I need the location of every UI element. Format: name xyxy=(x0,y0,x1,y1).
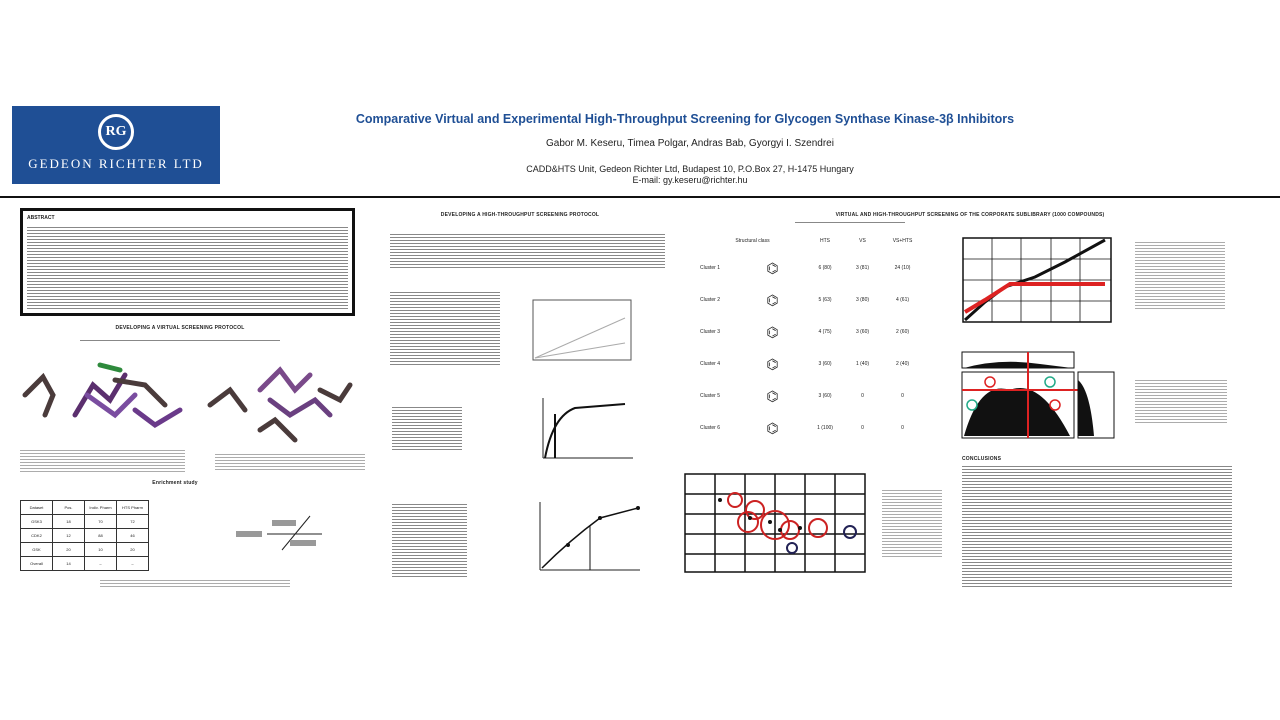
cluster-row xyxy=(700,412,940,444)
cluster-row xyxy=(700,252,940,284)
hts-text-block-3 xyxy=(392,502,467,577)
poster-title: Comparative Virtual and Experimental High-Throughput Screening for Glycogen Synthase Kinase-3β Inhibitors xyxy=(355,112,1015,126)
cluster-cell: 0 xyxy=(861,393,864,399)
section-heading-corporate: VIRTUAL AND HIGH-THROUGHPUT SCREENING OF THE CORPORATE SUBLIBRARY (1000 COMPOUNDS) xyxy=(835,212,1105,218)
molecule-structure-icon: ⌬ xyxy=(766,387,779,404)
table-cell: 70 xyxy=(85,515,117,529)
email-line: E-mail: gy.keseru@richter.hu xyxy=(632,175,748,185)
table-cell: CDK2 xyxy=(21,529,53,543)
cluster-row xyxy=(700,348,940,380)
hts-plot-3 xyxy=(530,500,645,582)
molecule-structure-icon: ⌬ xyxy=(766,323,779,340)
hts-intro-text xyxy=(390,232,665,270)
cluster-cell: 4 (61) xyxy=(895,297,910,303)
logo-text: GEDEON RICHTER LTD xyxy=(28,156,204,171)
cluster-header-row xyxy=(700,238,940,252)
cluster-cell: 3 (60) xyxy=(855,329,870,335)
abstract-text xyxy=(27,225,348,309)
table-cell: 20 xyxy=(117,543,149,557)
cluster-label: Cluster 3 xyxy=(700,329,721,335)
docking-caption-left xyxy=(20,448,185,474)
docking-caption-right xyxy=(215,452,365,470)
enrichment-caption xyxy=(100,578,290,588)
hts-text-block-1 xyxy=(390,290,500,365)
cluster-cell: 4 (75) xyxy=(818,329,832,335)
cluster-cell: 2 (60) xyxy=(895,329,910,335)
column-header: Dataset xyxy=(21,501,53,515)
cluster-row xyxy=(700,316,940,348)
table-cell: GSK xyxy=(21,543,53,557)
cluster-cell: 24 (10) xyxy=(894,265,911,271)
column-header: Structural class xyxy=(735,238,770,244)
section-subtitle xyxy=(80,338,280,342)
cluster-label: Cluster 4 xyxy=(700,361,721,367)
corporate-subtitle xyxy=(795,220,905,224)
cluster-label: Cluster 6 xyxy=(700,425,721,431)
enrichment-table xyxy=(20,500,149,571)
cluster-cell: 3 (80) xyxy=(855,297,870,303)
cluster-label: Cluster 1 xyxy=(700,265,721,271)
table-cell: 46 xyxy=(117,529,149,543)
table-cell: 88 xyxy=(85,529,117,543)
poster-authors: Gabor M. Keseru, Timea Polgar, Andras Bab, Gyorgyi I. Szendrei xyxy=(546,138,834,149)
section-heading-conclusions: CONCLUSIONS xyxy=(962,456,1002,462)
company-logo xyxy=(12,106,220,184)
molecule-structure-icon: ⌬ xyxy=(766,259,779,276)
molecule-structure-icon: ⌬ xyxy=(766,419,779,436)
table-cell: – xyxy=(117,557,149,571)
hts-plot-1 xyxy=(525,298,635,368)
cluster-row xyxy=(700,284,940,316)
cluster-label: Cluster 5 xyxy=(700,393,721,399)
cumulative-plot xyxy=(955,232,1115,327)
docking-image-left xyxy=(15,355,190,440)
cluster-cell: 0 xyxy=(901,425,904,431)
table-row xyxy=(21,557,149,571)
table-cell: 20 xyxy=(53,543,85,557)
section-heading-enrichment: Enrichment study xyxy=(152,480,198,486)
section-heading-virtual: DEVELOPING A VIRTUAL SCREENING PROTOCOL xyxy=(115,325,245,331)
cluster-cell: 6 (80) xyxy=(818,265,832,271)
cluster-cell: 2 (40) xyxy=(895,361,910,367)
cluster-cell: 3 (60) xyxy=(818,393,832,399)
abstract-heading: ABSTRACT xyxy=(27,215,55,221)
scatter-grid-chart xyxy=(680,470,870,580)
logo-mark: RG xyxy=(98,114,134,150)
docking-image-right xyxy=(200,360,360,450)
hts-plot-2 xyxy=(535,396,635,464)
molecule-structure-icon: ⌬ xyxy=(766,291,779,308)
table-cell: 14 xyxy=(53,557,85,571)
column-header: VS xyxy=(859,238,866,244)
table-cell: GSK3 xyxy=(21,515,53,529)
table-row xyxy=(21,529,149,543)
cluster-cell: 0 xyxy=(861,425,864,431)
poster-affiliation xyxy=(440,164,940,186)
header-divider xyxy=(0,196,1280,198)
column-header: Indiv. Pharm xyxy=(85,501,117,515)
cluster-cell: 1 (100) xyxy=(817,425,833,431)
affiliation-line: CADD&HTS Unit, Gedeon Richter Ltd, Budapest 10, P.O.Box 27, H-1475 Hungary xyxy=(526,164,854,174)
density-caption xyxy=(1135,378,1227,423)
cluster-label: Cluster 2 xyxy=(700,297,721,303)
column-header: HTS xyxy=(820,238,830,244)
cluster-table xyxy=(700,238,940,448)
density-scatter-plot xyxy=(960,350,1118,440)
cluster-cell: 0 xyxy=(901,393,904,399)
cluster-cell: 3 (60) xyxy=(818,361,832,367)
table-cell: – xyxy=(85,557,117,571)
table-cell: 72 xyxy=(117,515,149,529)
cluster-cell: 5 (63) xyxy=(818,297,832,303)
table-cell: 10 xyxy=(85,543,117,557)
table-row xyxy=(21,515,149,529)
table-cell: Overall xyxy=(21,557,53,571)
column-header: VS+HTS xyxy=(892,238,913,244)
column-header: Pos. xyxy=(53,501,85,515)
equation-graphic xyxy=(232,510,332,556)
cluster-cell: 1 (40) xyxy=(855,361,870,367)
hts-text-block-2 xyxy=(392,405,462,450)
section-heading-hts: DEVELOPING A HIGH-THROUGHPUT SCREENING PROTOCOL xyxy=(440,212,600,218)
table-header-row xyxy=(21,501,149,515)
column-header: HTS Pharm xyxy=(117,501,149,515)
cluster-row xyxy=(700,380,940,412)
table-cell: 12 xyxy=(53,529,85,543)
cluster-cell: 3 (81) xyxy=(855,265,870,271)
cumulative-caption xyxy=(1135,240,1225,310)
abstract-box xyxy=(20,208,355,316)
table-cell: 18 xyxy=(53,515,85,529)
conclusions-text xyxy=(962,464,1232,589)
molecule-structure-icon: ⌬ xyxy=(766,355,779,372)
table-row xyxy=(21,543,149,557)
scatter-caption xyxy=(882,488,942,558)
